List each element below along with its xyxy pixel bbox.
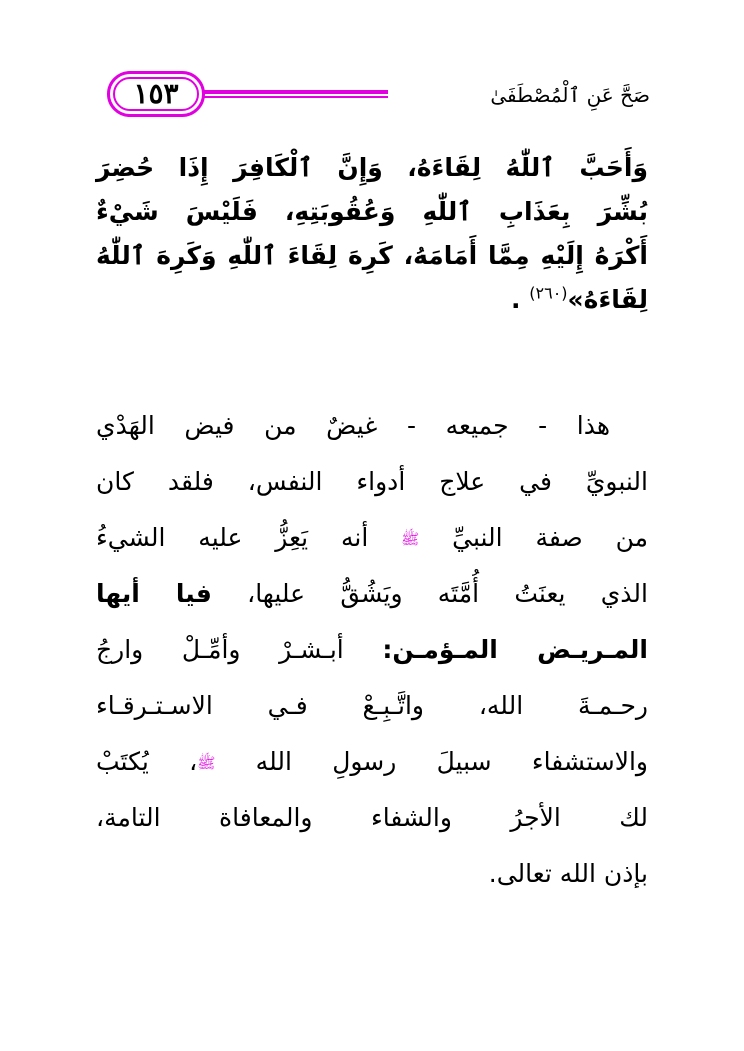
body-line: رحـمـةَ الله، واتَّـبِـعْ فـي الاسـتـرقـاء [96,691,648,720]
quote-end-mark: . [511,285,521,314]
emphasis-text: المـريـض المـؤمـن: [382,635,648,664]
body-paragraph [96,398,648,902]
body-line [96,622,648,678]
quote-line: بُشِّرَ بِعَذَابِ ٱللّٰهِ وَعُقُوبَتِهِ، فَلَيْسَ شَيْءٌ [96,197,648,226]
body-line [96,566,648,622]
honorific-icon: ﷺ [401,530,420,548]
quote-text: لِقَاءَهُ» [567,285,648,314]
honorific-icon: ﷺ [197,754,216,772]
body-line [96,734,648,790]
body-text: أبـشـرْ وأمِّـلْ وارجُ [96,635,344,664]
body-line: النبويِّ في علاج أدواء النفس، فلقد كان [96,467,648,496]
body-line: لك الأجرُ والشفاء والمعافاة التامة، [96,803,648,832]
footnote-reference: (٢٦٠) [529,283,568,303]
body-text: ، يُكتَبْ [96,747,198,776]
body-line [96,510,648,566]
body-line: هذا - جميعه - غيضٌ من فيض الهَدْي [96,411,610,440]
quote-line-last [96,278,648,322]
header-rule [204,90,388,100]
body-text: والاستشفاء سبيلَ رسولِ الله [255,747,648,776]
body-text: من صفة النبيِّ [452,523,648,552]
body-text: أنه يَعِزُّ عليه الشيءُ [96,523,369,552]
quote-line: أَكْرَهُ إِلَيْهِ مِمَّا أَمَامَهُ، كَرِهَ لِقَاءَ ٱللّٰهِ وَكَرِهَ ٱللّٰهُ [96,241,648,270]
hadith-quote [96,146,648,322]
body-text: الذي يعنَتُ أُمَّتَه ويَشُقُّ عليها، [247,579,648,608]
page-number-badge [107,71,205,117]
quote-line: وَأَحَبَّ ٱللّٰهُ لِقَاءَهُ، وَإِنَّ ٱلْكَافِرَ إِذَا حُضِرَ [96,153,648,182]
emphasis-text: فيا أيها [96,579,212,608]
running-title: صَحَّ عَنِ ٱلْمُصْطَفَىٰ [490,83,650,107]
body-line-last: بإذن الله تعالى. [488,859,648,888]
page-number: ١٥٣ [133,77,179,110]
